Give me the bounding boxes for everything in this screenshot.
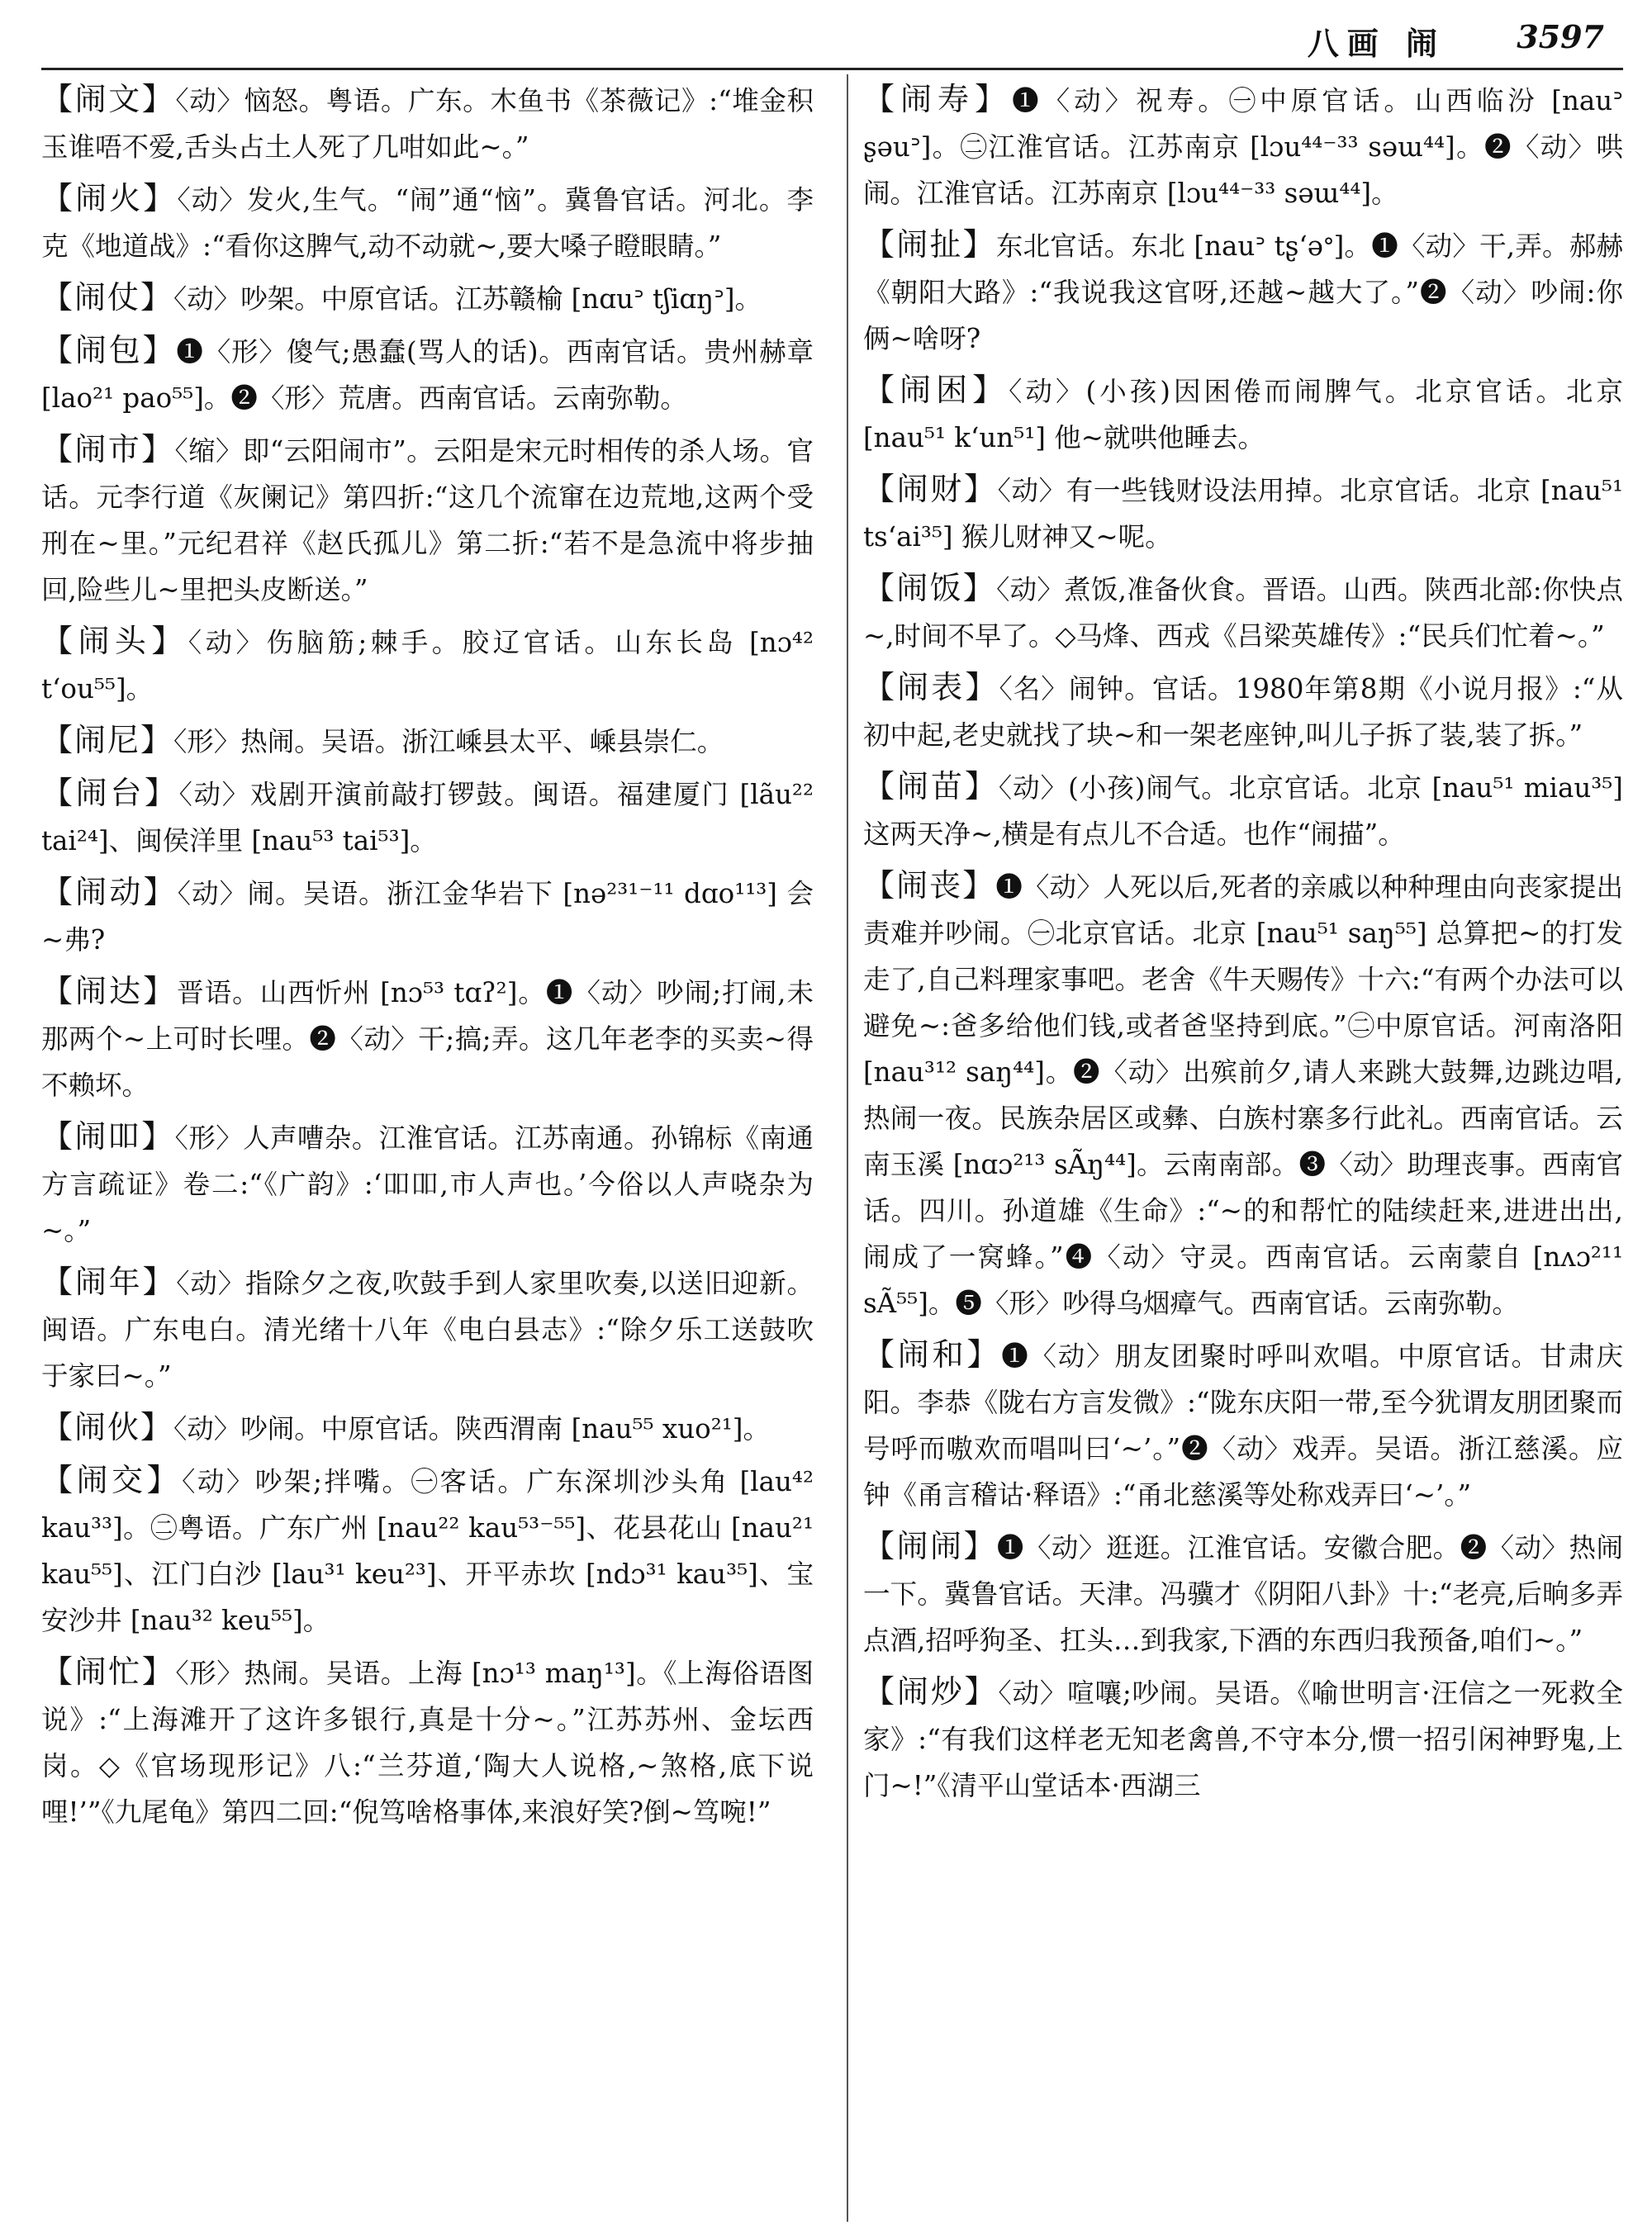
entry-definition: ❶〈动〉逛逛。江淮官话。安徽合肥。❷〈动〉热闹一下。冀鲁官话。天津。冯骥才《阴阳八卦》十:“老亮,后晌多弄点酒,招呼狗圣、扛头…到我家,下酒的东西归我预备,咱们~。” bbox=[863, 1532, 1623, 1656]
dictionary-entry bbox=[863, 565, 1623, 659]
entry-definition: 〈名〉闹钟。官话。1980年第8期《小说月报》:“从初中起,老史就找了块~和一架老座钟,叫儿子拆了装,装了拆。” bbox=[863, 673, 1623, 751]
dictionary-entry bbox=[863, 367, 1623, 461]
entry-definition: ❶〈动〉人死以后,死者的亲戚以种种理由向丧家提出责难并吵闹。㊀北京官话。北京 [nau⁵¹ saŋ⁵⁵] 总算把~的打发走了,自己料理家事吧。老舍《牛天赐传》十六:“有两个办法可以避免~:爸多给他们钱,或者爸坚持到底。”㊁中原官话。河南洛阳 [nau³¹² saŋ⁴⁴]。❷〈动〉出殡前夕,请人来跳大鼓舞,边跳边唱,热闹一夜。民族杂居区或彝、白族村寨多行此礼。西南官话。云南玉溪 [nɑɔ²¹³ sÃŋ⁴⁴]。云南南部。❸〈动〉助理丧事。西南官话。四川。孙道雄《生命》:“~的和帮忙的陆续赶来,进进出出,闹成了一窝蜂。”❹〈动〉守灵。西南官话。云南蒙自 [nʌɔ²¹¹ sÃ⁵⁵]。❺〈形〉吵得乌烟瘴气。西南官话。云南弥勒。 bbox=[863, 871, 1623, 1319]
entry-headword: 【闹和】 bbox=[863, 1336, 1002, 1373]
entry-definition: ❶〈动〉祝寿。㊀中原官话。山西临汾 [nauᐣ ʂəuᐣ]。㊁江淮官话。江苏南京 [lɔu⁴⁴⁻³³ səɯ⁴⁴]。❷〈动〉哄闹。江淮官话。江苏南京 [lɔu⁴⁴⁻³³ səɯ⁴⁴]。 bbox=[863, 85, 1623, 209]
entry-definition: 〈动〉煮饭,准备伙食。晋语。山西。陕西北部:你快点~,时间不早了。◇马烽、西戎《吕梁英雄传》:“民兵们忙着~。” bbox=[863, 574, 1623, 652]
dictionary-entry bbox=[863, 763, 1623, 857]
dictionary-entry bbox=[863, 1331, 1623, 1518]
entry-definition: 〈动〉(小孩)闹气。北京官话。北京 [nau⁵¹ miau³⁵] 这两天净~,横是有点儿不合适。也作“闹描”。 bbox=[863, 772, 1623, 850]
dictionary-entry bbox=[41, 175, 814, 269]
dictionary-entry bbox=[41, 274, 814, 322]
dictionary-entry bbox=[863, 221, 1623, 362]
entry-headword: 【闹伙】 bbox=[41, 1409, 174, 1445]
dictionary-entry bbox=[863, 862, 1623, 1326]
dictionary-entry bbox=[41, 426, 814, 613]
entry-definition: 〈动〉喧嚷;吵闹。吴语。《喻世明言·汪信之一死救全家》:“有我们这样老无知老禽兽,不守本分,惯一招引闲神野鬼,上门~!”《清平山堂话本·西湖三 bbox=[863, 1677, 1623, 1801]
entry-definition: 〈形〉热闹。吴语。上海 [nɔ¹³ maŋ¹³]。《上海俗语图说》:“上海滩开了这许多银行,真是十分~。”江苏苏州、金坛西岗。◇《官场现形记》八:“兰芬道,‘陶大人说格,~煞格,底下说哩!’”《九尾龟》第四二回:“倪笃啥格事体,来浪好笑?倒~笃啘!” bbox=[41, 1658, 814, 1828]
entry-headword: 【闹交】 bbox=[41, 1462, 183, 1498]
dictionary-entry bbox=[41, 1457, 814, 1644]
entry-definition: 〈形〉热闹。吴语。浙江嵊县太平、嵊县崇仁。 bbox=[173, 726, 724, 757]
entry-headword: 【闹苗】 bbox=[863, 768, 999, 804]
left-column bbox=[41, 76, 814, 2223]
dictionary-entry bbox=[863, 664, 1623, 758]
dictionary-entry bbox=[863, 1523, 1623, 1663]
dictionary-entry bbox=[863, 76, 1623, 216]
entry-definition: 〈动〉闹。吴语。浙江金华岩下 [nə²³¹⁻¹¹ dɑo¹¹³] 会~弗? bbox=[41, 878, 814, 956]
entry-headword: 【闹尼】 bbox=[41, 722, 174, 758]
entry-headword: 【闹头】 bbox=[41, 623, 188, 659]
dictionary-entry bbox=[41, 770, 814, 864]
entry-definition: 〈动〉戏剧开演前敲打锣鼓。闽语。福建厦门 [lãu²² tai²⁴]、闽侯洋里 [nau⁵³ tai⁵³]。 bbox=[41, 779, 814, 856]
dictionary-entry bbox=[863, 466, 1623, 560]
entry-definition: 〈动〉发火,生气。“闹”通“恼”。冀鲁官话。河北。李克《地道战》:“看你这脾气,动不动就~,要大嗓子瞪眼睛。” bbox=[41, 184, 814, 262]
dictionary-entry bbox=[41, 1259, 814, 1399]
entry-headword: 【闹吅】 bbox=[41, 1118, 175, 1155]
dictionary-entry bbox=[41, 869, 814, 963]
dictionary-entry bbox=[41, 327, 814, 421]
entry-headword: 【闹忙】 bbox=[41, 1654, 176, 1690]
entry-definition: 〈动〉指除夕之夜,吹鼓手到人家里吹奏,以送旧迎新。闽语。广东电白。清光绪十八年《电白县志》:“除夕乐工送鼓吹于家曰~。” bbox=[41, 1268, 814, 1392]
entry-headword: 【闹财】 bbox=[863, 471, 998, 507]
entry-definition: 〈缩〉即“云阳闹市”。云阳是宋元时相传的杀人场。官话。元李行道《灰阑记》第四折:“这几个流窜在边荒地,这两个受刑在~里。”元纪君祥《赵氏孤儿》第二折:“若不是急流中将步抽回,险些儿~里把头皮断送。” bbox=[41, 435, 814, 605]
page-number: 3597 bbox=[1517, 18, 1604, 55]
entry-headword: 【闹市】 bbox=[41, 431, 175, 467]
dictionary-entry bbox=[41, 1404, 814, 1452]
dictionary-entry bbox=[863, 1668, 1623, 1809]
entry-definition: 〈动〉有一些钱财设法用掉。北京官话。北京 [nau⁵¹ tsʻai³⁵] 猴儿财神又~呢。 bbox=[863, 475, 1623, 553]
dictionary-entry bbox=[41, 618, 814, 712]
dictionary-entry bbox=[41, 1649, 814, 1835]
entry-headword: 【闹丧】 bbox=[863, 867, 996, 904]
header-running-title: 八画 闹 bbox=[1307, 25, 1446, 62]
entry-headword: 【闹表】 bbox=[863, 669, 999, 705]
entry-definition: ❶〈形〉傻气;愚蠢(骂人的话)。西南官话。贵州赫章 [lao²¹ pao⁵⁵]。❷〈形〉荒唐。西南官话。云南弥勒。 bbox=[41, 336, 814, 414]
entry-headword: 【闹炒】 bbox=[863, 1673, 999, 1710]
entry-definition: 〈动〉吵架;拌嘴。㊀客话。广东深圳沙头角 [lau⁴² kau³³]。㊁粤语。广东广州 [nau²² kau⁵³⁻⁵⁵]、花县花山 [nau²¹ kau⁵⁵]、江门白沙 [lau³¹ keu²³]、开平赤坎 [ndɔ³¹ kau³⁵]、宝安沙井 [nau³² keu⁵⁵]。 bbox=[41, 1466, 814, 1636]
header-rule bbox=[41, 68, 1623, 70]
dictionary-entry bbox=[41, 968, 814, 1108]
entry-headword: 【闹达】 bbox=[41, 973, 178, 1009]
entry-headword: 【闹动】 bbox=[41, 874, 178, 910]
entry-headword: 【闹扯】 bbox=[863, 226, 996, 263]
dictionary-entry bbox=[41, 717, 814, 765]
entry-headword: 【闹年】 bbox=[41, 1264, 177, 1300]
entry-definition: 〈动〉吵闹。中原官话。陕西渭南 [nau⁵⁵ xuo²¹]。 bbox=[173, 1413, 770, 1445]
column-divider bbox=[847, 74, 848, 2222]
dictionary-entry bbox=[41, 1113, 814, 1254]
entry-definition: 〈形〉人声嘈杂。江淮官话。江苏南通。孙锦标《南通方言疏证》卷二:“《广韵》:‘吅吅,市人声也。’今俗以人声哓杂为~。” bbox=[41, 1122, 814, 1246]
entry-definition: 〈动〉(小孩)因困倦而闹脾气。北京官话。北京 [nau⁵¹ kʻun⁵¹] 他~就哄他睡去。 bbox=[863, 376, 1623, 453]
entry-headword: 【闹仗】 bbox=[41, 279, 174, 316]
page-header bbox=[0, 0, 1652, 68]
entry-definition: 东北官话。东北 [nauᐣ tʂʻəᐤ]。❶〈动〉干,弄。郝赫《朝阳大路》:“我说我这官呀,还越~越大了。”❷〈动〉吵闹:你俩~啥呀? bbox=[863, 230, 1623, 354]
right-column bbox=[863, 76, 1623, 2223]
entry-headword: 【闹台】 bbox=[41, 775, 179, 811]
entry-headword: 【闹闹】 bbox=[863, 1528, 997, 1564]
entry-definition: ❶〈动〉朋友团聚时呼叫欢唱。中原官话。甘肃庆阳。李恭《陇右方言发微》:“陇东庆阳一带,至今犹谓友朋团聚而号呼而嗷欢而唱叫曰‘~’。”❷〈动〉戏弄。吴语。浙江慈溪。应钟《甬言稽诂·释语》:“甬北慈溪等处称戏弄曰‘~’。” bbox=[863, 1340, 1623, 1511]
entry-definition: 〈动〉吵架。中原官话。江苏赣榆 [nɑuᐣ tʃiɑŋᐣ]。 bbox=[173, 283, 762, 315]
entry-headword: 【闹饭】 bbox=[863, 570, 997, 606]
entry-headword: 【闹火】 bbox=[41, 180, 178, 216]
entry-headword: 【闹寿】 bbox=[863, 81, 1013, 117]
entry-definition: 晋语。山西忻州 [nɔ⁵³ tɑʔ²]。❶〈动〉吵闹;打闹,未那两个~上可时长哩。❷〈动〉干;搞;弄。这几年老李的买卖~得不赖坏。 bbox=[41, 977, 814, 1101]
entry-headword: 【闹包】 bbox=[41, 332, 177, 368]
entry-definition: 〈动〉伤脑筋;棘手。胶辽官话。山东长岛 [nɔ⁴² tʻou⁵⁵]。 bbox=[41, 627, 814, 705]
entry-headword: 【闹困】 bbox=[863, 372, 1009, 408]
dictionary-entry bbox=[41, 76, 814, 170]
entry-definition: 〈动〉恼怒。粤语。广东。木鱼书《茶薇记》:“堆金积玉谁唔不爱,舌头占土人死了几咁如此~。” bbox=[41, 85, 814, 163]
entry-headword: 【闹文】 bbox=[41, 81, 176, 117]
